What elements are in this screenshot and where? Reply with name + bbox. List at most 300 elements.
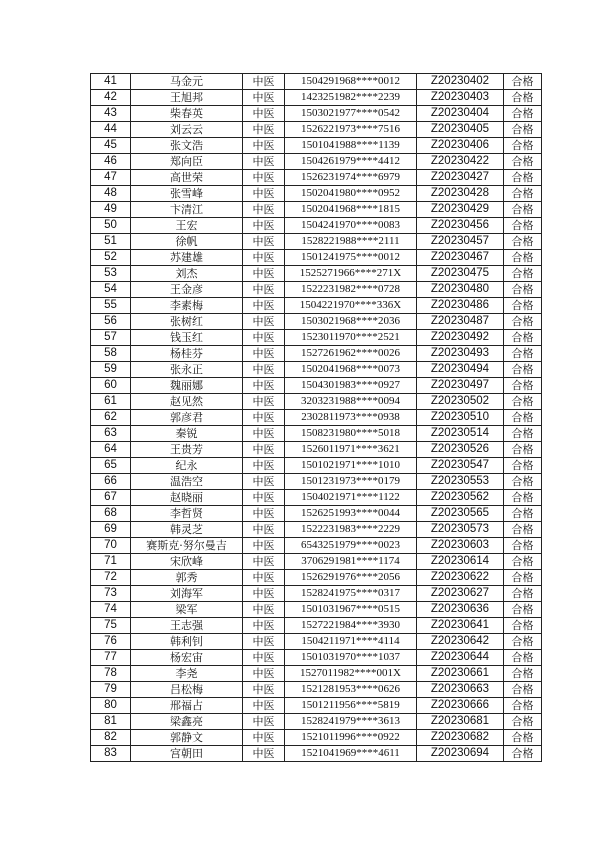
person-name-cell: 纪永 [131, 458, 243, 474]
table-row [91, 250, 542, 266]
result-cell: 合格 [504, 714, 542, 730]
row-number-cell: 53 [91, 266, 131, 282]
table-row [91, 522, 542, 538]
specialty-cell: 中医 [243, 682, 285, 698]
specialty-cell: 中医 [243, 154, 285, 170]
id-number-cell: 1501041988****1139 [285, 138, 417, 154]
specialty-cell: 中医 [243, 522, 285, 538]
certificate-number-cell: Z20230402 [417, 74, 504, 90]
certificate-number-cell: Z20230422 [417, 154, 504, 170]
specialty-cell: 中医 [243, 106, 285, 122]
specialty-cell: 中医 [243, 218, 285, 234]
certificate-number-cell: Z20230405 [417, 122, 504, 138]
result-cell: 合格 [504, 218, 542, 234]
row-number-cell: 82 [91, 730, 131, 746]
result-cell: 合格 [504, 426, 542, 442]
table-row [91, 506, 542, 522]
result-cell: 合格 [504, 458, 542, 474]
id-number-cell: 1501021971****1010 [285, 458, 417, 474]
result-cell: 合格 [504, 538, 542, 554]
specialty-cell: 中医 [243, 602, 285, 618]
row-number-cell: 51 [91, 234, 131, 250]
row-number-cell: 75 [91, 618, 131, 634]
certificate-number-cell: Z20230427 [417, 170, 504, 186]
result-cell: 合格 [504, 554, 542, 570]
result-cell: 合格 [504, 586, 542, 602]
table-row [91, 618, 542, 634]
table-row [91, 202, 542, 218]
row-number-cell: 63 [91, 426, 131, 442]
specialty-cell: 中医 [243, 394, 285, 410]
table-row [91, 554, 542, 570]
person-name-cell: 郑向臣 [131, 154, 243, 170]
table-row [91, 266, 542, 282]
row-number-cell: 49 [91, 202, 131, 218]
specialty-cell: 中医 [243, 314, 285, 330]
id-number-cell: 1527261962****0026 [285, 346, 417, 362]
certificate-number-cell: Z20230502 [417, 394, 504, 410]
person-name-cell: 李哲贤 [131, 506, 243, 522]
table-row [91, 650, 542, 666]
table-row [91, 378, 542, 394]
certificate-number-cell: Z20230456 [417, 218, 504, 234]
person-name-cell: 张文浩 [131, 138, 243, 154]
id-number-cell: 1528221988****2111 [285, 234, 417, 250]
result-cell: 合格 [504, 186, 542, 202]
row-number-cell: 80 [91, 698, 131, 714]
id-number-cell: 1504291968****0012 [285, 74, 417, 90]
id-number-cell: 1502041980****0952 [285, 186, 417, 202]
specialty-cell: 中医 [243, 698, 285, 714]
row-number-cell: 76 [91, 634, 131, 650]
table-row [91, 138, 542, 154]
certificate-number-cell: Z20230694 [417, 746, 504, 762]
specialty-cell: 中医 [243, 186, 285, 202]
table-row [91, 330, 542, 346]
row-number-cell: 73 [91, 586, 131, 602]
row-number-cell: 50 [91, 218, 131, 234]
id-number-cell: 1504301983****0927 [285, 378, 417, 394]
id-number-cell: 1503021968****2036 [285, 314, 417, 330]
specialty-cell: 中医 [243, 458, 285, 474]
id-number-cell: 1527011982****001X [285, 666, 417, 682]
person-name-cell: 温浩空 [131, 474, 243, 490]
certificate-number-cell: Z20230526 [417, 442, 504, 458]
person-name-cell: 张永正 [131, 362, 243, 378]
person-name-cell: 杨宏宙 [131, 650, 243, 666]
certificate-number-cell: Z20230614 [417, 554, 504, 570]
table-row [91, 602, 542, 618]
table-row [91, 362, 542, 378]
id-number-cell: 1526291976****2056 [285, 570, 417, 586]
row-number-cell: 45 [91, 138, 131, 154]
result-cell: 合格 [504, 234, 542, 250]
specialty-cell: 中医 [243, 410, 285, 426]
row-number-cell: 81 [91, 714, 131, 730]
table-row [91, 682, 542, 698]
certificate-number-cell: Z20230403 [417, 90, 504, 106]
specialty-cell: 中医 [243, 122, 285, 138]
specialty-cell: 中医 [243, 538, 285, 554]
row-number-cell: 59 [91, 362, 131, 378]
row-number-cell: 42 [91, 90, 131, 106]
specialty-cell: 中医 [243, 554, 285, 570]
table-row [91, 74, 542, 90]
table-row [91, 730, 542, 746]
table-row [91, 234, 542, 250]
result-cell: 合格 [504, 602, 542, 618]
person-name-cell: 韩灵芝 [131, 522, 243, 538]
row-number-cell: 83 [91, 746, 131, 762]
result-cell: 合格 [504, 266, 542, 282]
result-cell: 合格 [504, 650, 542, 666]
table-row [91, 106, 542, 122]
row-number-cell: 55 [91, 298, 131, 314]
certificate-number-cell: Z20230644 [417, 650, 504, 666]
specialty-cell: 中医 [243, 138, 285, 154]
table-row [91, 458, 542, 474]
person-name-cell: 张树红 [131, 314, 243, 330]
person-name-cell: 刘杰 [131, 266, 243, 282]
table-row [91, 298, 542, 314]
id-number-cell: 1528241975****0317 [285, 586, 417, 602]
result-cell: 合格 [504, 474, 542, 490]
result-cell: 合格 [504, 682, 542, 698]
certificate-number-cell: Z20230661 [417, 666, 504, 682]
result-cell: 合格 [504, 506, 542, 522]
table-row [91, 218, 542, 234]
specialty-cell: 中医 [243, 730, 285, 746]
specialty-cell: 中医 [243, 298, 285, 314]
result-cell: 合格 [504, 90, 542, 106]
result-cell: 合格 [504, 154, 542, 170]
id-number-cell: 1521011996****0922 [285, 730, 417, 746]
person-name-cell: 柴春英 [131, 106, 243, 122]
result-cell: 合格 [504, 362, 542, 378]
table-row [91, 586, 542, 602]
result-cell: 合格 [504, 122, 542, 138]
table-row [91, 490, 542, 506]
row-number-cell: 66 [91, 474, 131, 490]
person-name-cell: 韩利钊 [131, 634, 243, 650]
result-cell: 合格 [504, 570, 542, 586]
id-number-cell: 1503021977****0542 [285, 106, 417, 122]
specialty-cell: 中医 [243, 250, 285, 266]
specialty-cell: 中医 [243, 378, 285, 394]
specialty-cell: 中医 [243, 234, 285, 250]
id-number-cell: 2302811973****0938 [285, 410, 417, 426]
row-number-cell: 57 [91, 330, 131, 346]
specialty-cell: 中医 [243, 618, 285, 634]
roster-table [90, 73, 542, 762]
id-number-cell: 1526251993****0044 [285, 506, 417, 522]
certificate-number-cell: Z20230475 [417, 266, 504, 282]
certificate-number-cell: Z20230492 [417, 330, 504, 346]
id-number-cell: 1526231974****6979 [285, 170, 417, 186]
certificate-number-cell: Z20230493 [417, 346, 504, 362]
certificate-number-cell: Z20230603 [417, 538, 504, 554]
table-row [91, 746, 542, 762]
table-row [91, 170, 542, 186]
certificate-number-cell: Z20230486 [417, 298, 504, 314]
certificate-number-cell: Z20230622 [417, 570, 504, 586]
specialty-cell: 中医 [243, 442, 285, 458]
person-name-cell: 吕松梅 [131, 682, 243, 698]
specialty-cell: 中医 [243, 426, 285, 442]
row-number-cell: 69 [91, 522, 131, 538]
table-row [91, 634, 542, 650]
row-number-cell: 48 [91, 186, 131, 202]
specialty-cell: 中医 [243, 170, 285, 186]
specialty-cell: 中医 [243, 714, 285, 730]
person-name-cell: 徐帆 [131, 234, 243, 250]
result-cell: 合格 [504, 746, 542, 762]
person-name-cell: 王志强 [131, 618, 243, 634]
specialty-cell: 中医 [243, 570, 285, 586]
id-number-cell: 1508231980****5018 [285, 426, 417, 442]
person-name-cell: 郭秀 [131, 570, 243, 586]
specialty-cell: 中医 [243, 506, 285, 522]
result-cell: 合格 [504, 618, 542, 634]
result-cell: 合格 [504, 282, 542, 298]
person-name-cell: 魏丽娜 [131, 378, 243, 394]
row-number-cell: 46 [91, 154, 131, 170]
id-number-cell: 3203231988****0094 [285, 394, 417, 410]
certificate-number-cell: Z20230553 [417, 474, 504, 490]
result-cell: 合格 [504, 106, 542, 122]
certificate-number-cell: Z20230666 [417, 698, 504, 714]
row-number-cell: 58 [91, 346, 131, 362]
result-cell: 合格 [504, 490, 542, 506]
row-number-cell: 72 [91, 570, 131, 586]
certificate-number-cell: Z20230510 [417, 410, 504, 426]
certificate-number-cell: Z20230494 [417, 362, 504, 378]
row-number-cell: 65 [91, 458, 131, 474]
certificate-number-cell: Z20230681 [417, 714, 504, 730]
result-cell: 合格 [504, 330, 542, 346]
certificate-number-cell: Z20230642 [417, 634, 504, 650]
person-name-cell: 邢福占 [131, 698, 243, 714]
result-cell: 合格 [504, 442, 542, 458]
specialty-cell: 中医 [243, 490, 285, 506]
result-cell: 合格 [504, 250, 542, 266]
result-cell: 合格 [504, 378, 542, 394]
table-row [91, 186, 542, 202]
specialty-cell: 中医 [243, 74, 285, 90]
table-row [91, 394, 542, 410]
id-number-cell: 1526221973****7516 [285, 122, 417, 138]
row-number-cell: 56 [91, 314, 131, 330]
person-name-cell: 苏建雄 [131, 250, 243, 266]
id-number-cell: 1522231982****0728 [285, 282, 417, 298]
table-row [91, 426, 542, 442]
id-number-cell: 1501241975****0012 [285, 250, 417, 266]
id-number-cell: 3706291981****1174 [285, 554, 417, 570]
result-cell: 合格 [504, 170, 542, 186]
id-number-cell: 1501211956****5819 [285, 698, 417, 714]
row-number-cell: 79 [91, 682, 131, 698]
certificate-number-cell: Z20230404 [417, 106, 504, 122]
person-name-cell: 宋欣峰 [131, 554, 243, 570]
row-number-cell: 52 [91, 250, 131, 266]
table-row [91, 154, 542, 170]
row-number-cell: 68 [91, 506, 131, 522]
result-cell: 合格 [504, 298, 542, 314]
result-cell: 合格 [504, 314, 542, 330]
specialty-cell: 中医 [243, 282, 285, 298]
certificate-number-cell: Z20230663 [417, 682, 504, 698]
specialty-cell: 中医 [243, 90, 285, 106]
certificate-number-cell: Z20230429 [417, 202, 504, 218]
result-cell: 合格 [504, 634, 542, 650]
id-number-cell: 1521041969****4611 [285, 746, 417, 762]
id-number-cell: 1522231983****2229 [285, 522, 417, 538]
person-name-cell: 宫朝田 [131, 746, 243, 762]
row-number-cell: 61 [91, 394, 131, 410]
specialty-cell: 中医 [243, 586, 285, 602]
certificate-number-cell: Z20230406 [417, 138, 504, 154]
person-name-cell: 王金彦 [131, 282, 243, 298]
id-number-cell: 1523011970****2521 [285, 330, 417, 346]
row-number-cell: 62 [91, 410, 131, 426]
certificate-number-cell: Z20230562 [417, 490, 504, 506]
row-number-cell: 44 [91, 122, 131, 138]
certificate-number-cell: Z20230514 [417, 426, 504, 442]
specialty-cell: 中医 [243, 330, 285, 346]
result-cell: 合格 [504, 698, 542, 714]
specialty-cell: 中医 [243, 474, 285, 490]
table-row [91, 346, 542, 362]
id-number-cell: 1502041968****1815 [285, 202, 417, 218]
specialty-cell: 中医 [243, 266, 285, 282]
table-row [91, 666, 542, 682]
person-name-cell: 赛斯克·努尔曼吉 [131, 538, 243, 554]
row-number-cell: 41 [91, 74, 131, 90]
person-name-cell: 赵晓丽 [131, 490, 243, 506]
row-number-cell: 70 [91, 538, 131, 554]
row-number-cell: 43 [91, 106, 131, 122]
id-number-cell: 1504021971****1122 [285, 490, 417, 506]
specialty-cell: 中医 [243, 346, 285, 362]
id-number-cell: 1504221970****336X [285, 298, 417, 314]
result-cell: 合格 [504, 522, 542, 538]
specialty-cell: 中医 [243, 634, 285, 650]
person-name-cell: 张雪峰 [131, 186, 243, 202]
person-name-cell: 刘云云 [131, 122, 243, 138]
result-cell: 合格 [504, 346, 542, 362]
id-number-cell: 1504261979****4412 [285, 154, 417, 170]
result-cell: 合格 [504, 74, 542, 90]
id-number-cell: 1526011971****3621 [285, 442, 417, 458]
specialty-cell: 中医 [243, 650, 285, 666]
row-number-cell: 71 [91, 554, 131, 570]
row-number-cell: 64 [91, 442, 131, 458]
id-number-cell: 1502041968****0073 [285, 362, 417, 378]
certificate-number-cell: Z20230636 [417, 602, 504, 618]
table-row [91, 122, 542, 138]
certificate-number-cell: Z20230457 [417, 234, 504, 250]
certificate-number-cell: Z20230565 [417, 506, 504, 522]
result-cell: 合格 [504, 138, 542, 154]
person-name-cell: 郭彦君 [131, 410, 243, 426]
table-row [91, 442, 542, 458]
id-number-cell: 1525271966****271X [285, 266, 417, 282]
row-number-cell: 77 [91, 650, 131, 666]
table-row [91, 282, 542, 298]
table-row [91, 538, 542, 554]
person-name-cell: 王贵芳 [131, 442, 243, 458]
certificate-number-cell: Z20230480 [417, 282, 504, 298]
person-name-cell: 王宏 [131, 218, 243, 234]
person-name-cell: 杨桂芬 [131, 346, 243, 362]
id-number-cell: 6543251979****0023 [285, 538, 417, 554]
certificate-number-cell: Z20230573 [417, 522, 504, 538]
certificate-number-cell: Z20230627 [417, 586, 504, 602]
table-row [91, 698, 542, 714]
person-name-cell: 赵见然 [131, 394, 243, 410]
table-row [91, 90, 542, 106]
row-number-cell: 47 [91, 170, 131, 186]
row-number-cell: 54 [91, 282, 131, 298]
row-number-cell: 60 [91, 378, 131, 394]
result-cell: 合格 [504, 394, 542, 410]
certificate-number-cell: Z20230467 [417, 250, 504, 266]
certificate-number-cell: Z20230547 [417, 458, 504, 474]
table-row [91, 410, 542, 426]
table-row [91, 570, 542, 586]
specialty-cell: 中医 [243, 202, 285, 218]
person-name-cell: 马金元 [131, 74, 243, 90]
table-row [91, 314, 542, 330]
person-name-cell: 梁军 [131, 602, 243, 618]
certificate-number-cell: Z20230641 [417, 618, 504, 634]
id-number-cell: 1423251982****2239 [285, 90, 417, 106]
result-cell: 合格 [504, 730, 542, 746]
person-name-cell: 郭静文 [131, 730, 243, 746]
table-row [91, 474, 542, 490]
id-number-cell: 1521281953****0626 [285, 682, 417, 698]
person-name-cell: 李素梅 [131, 298, 243, 314]
result-cell: 合格 [504, 666, 542, 682]
person-name-cell: 高世荣 [131, 170, 243, 186]
person-name-cell: 钱玉红 [131, 330, 243, 346]
row-number-cell: 67 [91, 490, 131, 506]
id-number-cell: 1504241970****0083 [285, 218, 417, 234]
id-number-cell: 1501031970****1037 [285, 650, 417, 666]
row-number-cell: 78 [91, 666, 131, 682]
person-name-cell: 秦锐 [131, 426, 243, 442]
certificate-number-cell: Z20230682 [417, 730, 504, 746]
person-name-cell: 梁鑫亮 [131, 714, 243, 730]
certificate-number-cell: Z20230487 [417, 314, 504, 330]
id-number-cell: 1528241979****3613 [285, 714, 417, 730]
specialty-cell: 中医 [243, 362, 285, 378]
roster-body [91, 74, 542, 762]
id-number-cell: 1501031967****0515 [285, 602, 417, 618]
certificate-number-cell: Z20230497 [417, 378, 504, 394]
person-name-cell: 刘海军 [131, 586, 243, 602]
id-number-cell: 1527221984****3930 [285, 618, 417, 634]
person-name-cell: 李尧 [131, 666, 243, 682]
id-number-cell: 1501231973****0179 [285, 474, 417, 490]
result-cell: 合格 [504, 410, 542, 426]
certificate-number-cell: Z20230428 [417, 186, 504, 202]
id-number-cell: 1504211971****4114 [285, 634, 417, 650]
person-name-cell: 王旭邦 [131, 90, 243, 106]
table-row [91, 714, 542, 730]
specialty-cell: 中医 [243, 666, 285, 682]
result-cell: 合格 [504, 202, 542, 218]
